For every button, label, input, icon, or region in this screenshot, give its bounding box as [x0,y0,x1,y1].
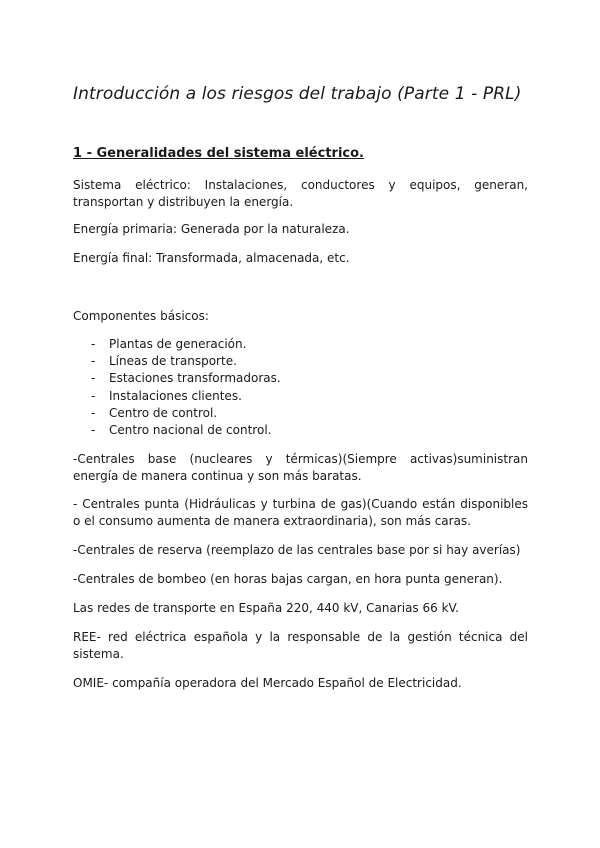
list-dash: - [91,337,96,351]
list-dash: - [91,405,96,420]
paragraph-sistema-electrico: Sistema eléctrico: Instalaciones, conductores y equipos, generan, transportan y distribuyen la energía. [73,178,528,209]
list-dash: - [91,371,96,386]
paragraph-energia-final: Energía final: Transformada, almacenada, etc. [73,251,350,265]
list-item [91,405,281,422]
paragraph-energia-primaria: Energía primaria: Generada por la naturaleza. [73,222,350,236]
paragraph-ree: REE- red eléctrica española y la responsable de la gestión técnica del sistema. [73,630,528,661]
components-label: Componentes básicos: [73,309,209,323]
section-heading: 1 - Generalidades del sistema eléctrico. [73,146,364,161]
paragraph-centrales-bombeo: -Centrales de bombeo (en horas bajas cargan, en hora punta generan). [73,572,503,586]
paragraph-centrales-base: -Centrales base (nucleares y térmicas)(Siempre activas)suministran energía de manera continua y son más baratas. [73,452,528,483]
list-dash: - [91,354,96,369]
list-item [91,388,281,405]
list-item [91,370,281,387]
paragraph-redes-transporte: Las redes de transporte en España 220, 440 kV, Canarias 66 kV. [73,601,459,615]
list-item [91,422,281,439]
components-list [91,336,281,439]
list-dash: - [91,388,96,403]
list-item-text: Centro de control. [109,405,218,420]
list-item-text: Líneas de transporte. [109,354,237,369]
paragraph-centrales-reserva: -Centrales de reserva (reemplazo de las centrales base por si hay averías) [73,543,521,557]
list-item-text: Instalaciones clientes. [109,388,242,403]
list-item-text: Plantas de generación. [109,337,247,351]
list-item-text: Centro nacional de control. [109,423,272,438]
list-dash: - [91,423,96,438]
paragraph-omie: OMIE- compañía operadora del Mercado Español de Electricidad. [73,676,462,690]
list-item [91,336,281,353]
paragraph-centrales-punta: - Centrales punta (Hidráulicas y turbina de gas)(Cuando están disponibles o el consumo aumenta de manera extraordinaria), son más caras. [73,497,528,528]
list-item [91,353,281,370]
list-item-text: Estaciones transformadoras. [109,371,281,386]
document-title: Introducción a los riesgos del trabajo (Parte 1 - PRL) [73,84,522,104]
